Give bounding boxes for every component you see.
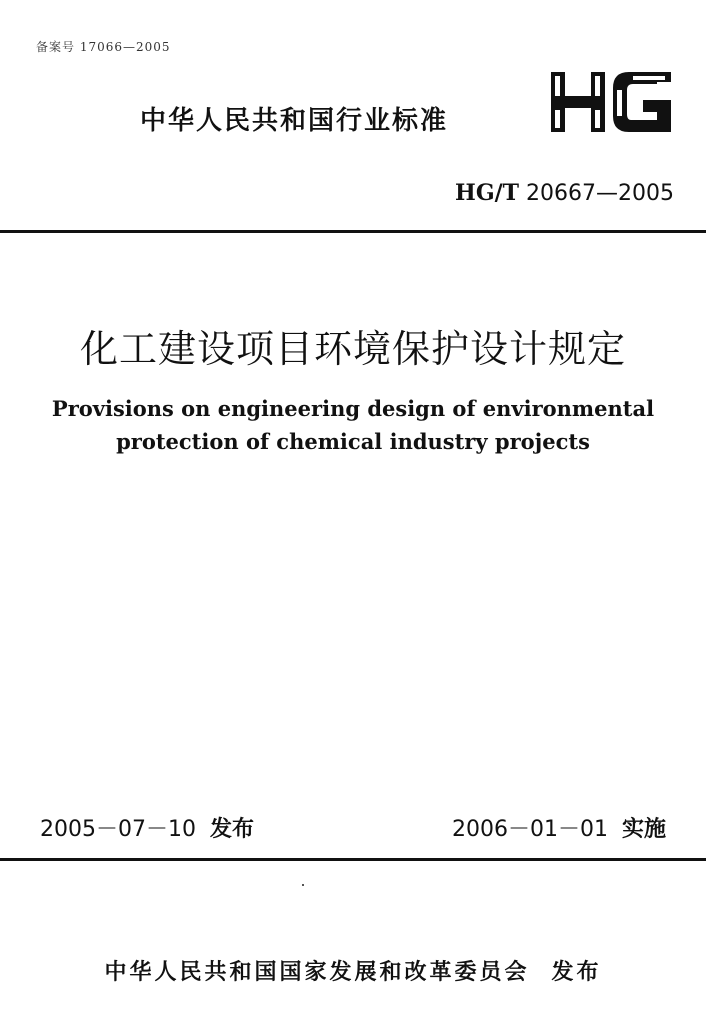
implementation-label: 实施 <box>621 817 666 842</box>
issue-date: 2005－07－10 <box>40 817 196 842</box>
implementation-date: 2006－01－01 <box>452 817 608 842</box>
publisher-name: 中华人民共和国国家发展和改革委员会 <box>104 960 530 985</box>
publisher-line <box>0 955 706 986</box>
publisher-label: 发布 <box>551 960 602 985</box>
english-title-line-1: Provisions on engineering design of environmental <box>51 396 655 421</box>
bottom-rule <box>0 858 706 861</box>
document-title-chinese: 化工建设项目环境保护设计规定 <box>79 327 626 371</box>
filing-number: 备案号 17066—2005 <box>36 40 171 54</box>
scan-speck <box>302 884 304 886</box>
standard-prefix: HG/T <box>455 180 520 206</box>
english-title-line-2: protection of chemical industry projects <box>116 429 590 454</box>
standard-number <box>455 180 674 206</box>
standard-code: 20667—2005 <box>526 181 674 206</box>
implementation-date-block <box>452 812 666 843</box>
issue-date-block <box>40 812 254 843</box>
standard-type-heading: 中华人民共和国行业标准 <box>140 106 449 136</box>
hg-logo <box>545 68 675 134</box>
issue-label: 发布 <box>209 817 254 842</box>
document-title-english <box>0 392 706 458</box>
top-rule <box>0 230 706 233</box>
